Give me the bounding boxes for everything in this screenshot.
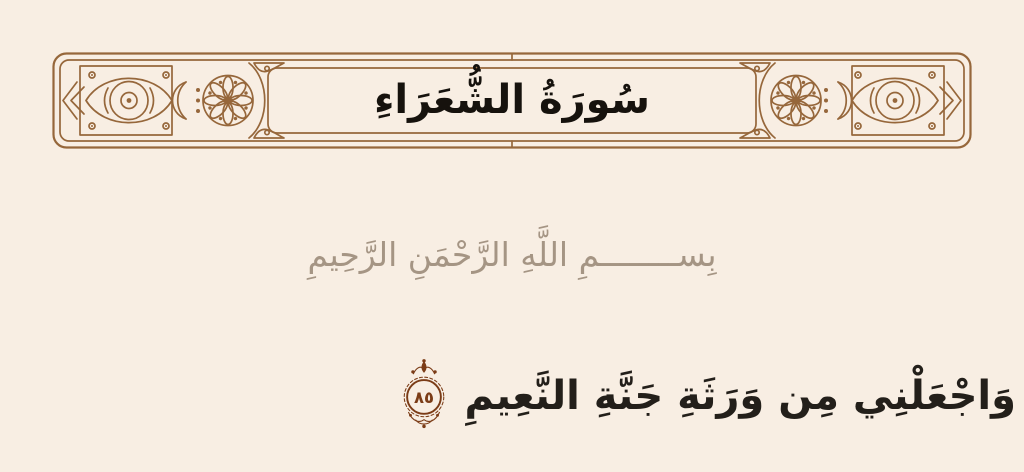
verse-number: ٨٥: [413, 388, 434, 408]
header-ornament-right: [740, 63, 961, 138]
verse-number-medallion: [397, 357, 451, 435]
bismillah-text: بِســــــــمِ اللَّهِ الرَّحْمَنِ الرَّحِيمِ: [307, 234, 717, 274]
header-ornament-left: [63, 63, 284, 138]
surah-title: سُورَةُ الشُّعَرَاءِ: [373, 77, 651, 123]
verse-row: [397, 348, 1016, 444]
verse-text: وَاجْعَلْنِي مِن وَرَثَةِ جَنَّةِ النَّعِيمِ: [464, 373, 1016, 419]
